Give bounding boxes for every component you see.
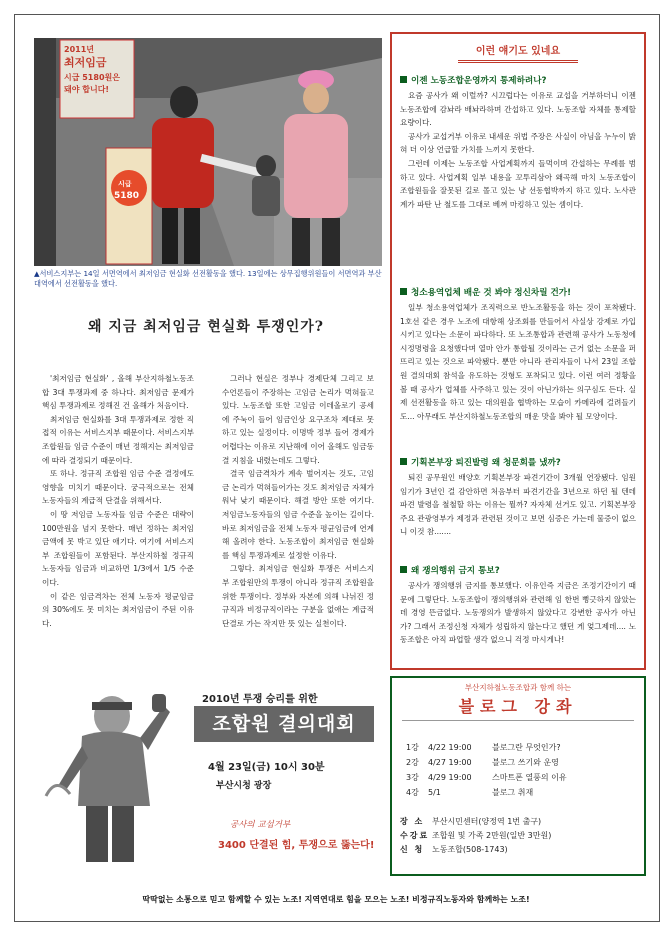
blog-lecture-box <box>390 676 646 876</box>
lecture-row: 1강 4/22 19:00 블로그란 무엇인가? <box>406 743 561 752</box>
rally-subtitle: 2010년 투쟁 승리를 위한 <box>202 694 318 705</box>
rally-banner: 조합원 결의대회 <box>194 706 374 742</box>
section-heading: 왜 쟁의행위 금지 통보? <box>400 564 636 576</box>
gossip-section-1 <box>400 74 636 211</box>
poster2-line2: 5180 <box>114 191 140 201</box>
poster-line3: 시급 5180원은 <box>64 73 120 82</box>
bullet-icon <box>400 76 407 83</box>
gossip-header: 이런 얘기도 있네요 <box>458 42 578 63</box>
lecture-row: 4강 5/1 블로그 취재 <box>406 788 534 797</box>
section-heading: 청소용역업체 배운 것 봐야 정신차릴 건가! <box>400 286 636 298</box>
info-row: 장 소 부산시민센터(양정역 1번 출구) <box>400 816 542 826</box>
paragraph: 요즘 공사가 왜 이럴까? 시끄럽다는 이유로 교섭을 거부하더니 이젠 노동조합에 감놔라 배놔라하며 간섭하고 있다. 노동조합 자체를 통제할 요량이다. <box>400 91 636 128</box>
bullet-icon <box>400 566 407 573</box>
info-row: 수강료 조합원 및 가족 2만원(일반 3만원) <box>400 830 552 840</box>
paragraph: '최저임금 현실화' , 올해 부산지하철노동조합 3대 투쟁과제 중 하나다. 최저임금 문제가 핵심 투쟁과제로 정해진 건 올해가 처음이다. <box>42 374 194 411</box>
gossip-section-2 <box>400 286 636 423</box>
rally-place: 부산시청 광장 <box>216 781 272 791</box>
lecture-schedule <box>406 740 636 800</box>
poster-line4: 돼야 합니다! <box>64 85 110 94</box>
paragraph: 공사가 교섭거부 이유로 내세운 위법 주장은 사실이 아님을 누누이 밝혀 더 이상 언급할 가치를 느끼지 못한다. <box>400 131 636 155</box>
paragraph: 일부 청소용역업체가 조직력으로 반노조활동을 하는 것이 포착됐다. 1호선 같은 경우 노조에 대항해 상조회를 만들어서 사실상 강제로 가입시키고 있다는 소문이 파다하다. 또 노조통합과 관련해 공사가 노동청에 시정명령을 요청했다며 열마 안가 통합될 것이라는 근거 없는 소문을 퍼뜨리고 있는 것으로 파악됐다. 뿐만 아니라 관리자들이 나서 23일 조합원 결의대회 참석을 유도하는 것형도 포착되고 있다. 이런 여러 정황을 볼 때 공사가 업체를 사주하고 있는 것이 아닌가하는 의구심도 든다. 실제 선전활동을 하고 있는 대의원을 협박하는 모습이 카메라에 걸려들기도... 아무래도 부산지하철노동조합의 매운 맛을 봐야 될 모양이다. <box>400 303 636 421</box>
paragraph: 그렇다. 최저임금 현실화 투쟁은 서비스지부 조합원만의 투쟁이 아니라 정규직 조합원을 위한 투쟁이다. 정부와 자본에 의해 나뉘진 정규직과 비정규직이라는 구분을 없애는 계급적 단결로 가는 작지만 뜻 있는 실천이다. <box>222 564 374 628</box>
rally-announcement <box>42 676 378 868</box>
poster-line1: 2011년 <box>64 45 94 54</box>
poster-line2: 최저임금 <box>64 56 107 69</box>
divider <box>402 720 634 721</box>
paragraph: 최저임금 현실화를 3대 투쟁과제로 정한 직접적 이유는 서비스지부 때문이다. 서비스지부 조합원들 임금 수준이 매년 정해지는 최저임금에 따라 결정되기 때문이다. <box>42 414 194 465</box>
rally-slogan-2: 3400 단결된 힘, 투쟁으로 뚫는다! <box>218 840 375 851</box>
paragraph: 공사가 쟁의행위 금지를 통보했다. 이유인즉 지금은 조정기간이기 때문에 그렇단다. 노동조합이 쟁의행위와 관련해 임 한번 뻥긋하지 않았는데 경영 뜬금없다. 노동쟁의가 발생하지 않았다고 강변한 공사가 아닌가? 그래서 조정신청 자체가 성립하지 않는다고 했던 게 엊그제데.... 노동조합은 아직 파업할 생각 없으니 걱정 마시게나! <box>400 581 636 645</box>
paragraph: 퇴진 공무원인 배양호 기획본부장 파견기간이 3개월 연장됐다. 임원 임기가 3년인 걸 감안하면 처음부터 파견기간을 3년으로 하던 될 텐데 파견 발령을 철철할 하는 이유는 뭘까? 자자체 선거도 있고. 기획본부장 주요 관광영부가 제정과 관련된 것이고 보면 심증은 가는데 물증이 없으니 이것 참....... <box>400 473 636 537</box>
paragraph: 그런데 이제는 노동조합 사업계획까지 들먹이며 간섭하는 무례를 범하고 있다. 사업계획 일부 내용을 꼬투리삼아 왜곡해 마치 노동조합이 조합원들을 잘못된 길로 몰고 있는 냥 선동협박까지 하고 있다. 노사관계가 파탄 난 철도를 그대로 베껴 마킹하고 있는 셈이다. <box>400 158 636 209</box>
campaign-photo <box>34 38 382 266</box>
info-row: 신 청 노동조합(508-1743) <box>400 844 508 854</box>
bullet-icon <box>400 458 407 465</box>
rally-figure-illustration <box>42 676 172 866</box>
lecture-info <box>400 814 636 856</box>
rally-date: 4월 23일(금) 10시 30분 <box>208 762 325 773</box>
gossip-box <box>390 32 646 670</box>
poster2-line1: 시급 <box>118 180 132 188</box>
article-title: 왜 지금 최저임금 현실화 투쟁인가? <box>87 319 325 335</box>
rally-slogan-1: 공사의 교섭거부 <box>230 820 291 830</box>
article-column-right <box>222 372 374 630</box>
paragraph: 결국 임금격차가 계속 벌어지는 것도, 고임금 논리가 먹혀들어가는 것도 최저임금 자체가 워낙 낮기 때문이다. 해결 방안 또한 여기다. 저임금노동자들의 임금 수준을 높이는 길이다. 바로 최저임금을 전체 노동자 평균임금에 연계해 올려야 한다. 노동조합이 최저임금 현실화를 핵심 투쟁과제로 설정한 이유다. <box>222 469 374 560</box>
gossip-section-3 <box>400 456 636 539</box>
photo-caption: ▲서비스지부는 14일 서면역에서 최저임금 현실화 선전활동을 했다. 13일에는 상무집행위원들이 서면역과 부산대역에서 선전활동을 했다. <box>34 269 382 288</box>
paragraph: 또 하나. 정규직 조합원 임금 수준 결정에도 영향을 미치기 때문이다. 궁극적으로는 전체 노동자들의 계급적 단결을 위해서다. <box>42 469 194 506</box>
section-heading: 기획본부장 퇴진발령 왜 청문회를 냈까? <box>400 456 636 468</box>
paragraph: 이 같은 임금격차는 전체 노동자 평균임금의 30%에도 못 미치는 최저임금이 주된 이유다. <box>42 591 194 628</box>
blog-subtitle: 부산지하철노동조합과 함께 하는 <box>464 683 572 692</box>
gossip-section-4 <box>400 564 636 647</box>
paragraph: 이 땅 저임금 노동자들 임금 수준은 대략이 100만원을 넘지 못한다. 매년 정하는 최저임금액에 못 박고 있단 애기다. 여기에 서비스지부 조합원들이 포함된다. 부산지하철 정규직 노동자들 임금과 비교하면 1/3에서 1/5 수준이다. <box>42 509 194 587</box>
footer-slogan: 딱딱없는 소통으로 믿고 함께할 수 있는 노조! 지역연대로 힘을 모으는 노조! 비정규직노동자와 함께하는 노조! <box>142 895 530 904</box>
bullet-icon <box>400 288 407 295</box>
lecture-row: 3강 4/29 19:00 스마트폰 열풍의 이유 <box>406 773 567 782</box>
lecture-row: 2강 4/27 19:00 블로그 쓰기와 운영 <box>406 758 559 767</box>
article-column-left <box>42 372 194 630</box>
blog-title: 블로그 강좌 <box>458 697 578 716</box>
section-heading: 이젠 노동조합운영까지 통제하려나? <box>400 74 636 86</box>
paragraph: 그러나 현실은 정부나 경제단체 그리고 보수언론들이 주장하는 고임금 논리가 먹혀들고 있다. 노동조합 또한 고임금 이데올로기 공세에 주눅이 들어 임금인상 요구조차 제대로 못하고 있는 실정이다. 이명박 정부 들어 경제가 어렵다는 이유로 지난해에 이어 올해도 임금동결 지침을 내렸는데도 그렇다. <box>222 374 374 465</box>
